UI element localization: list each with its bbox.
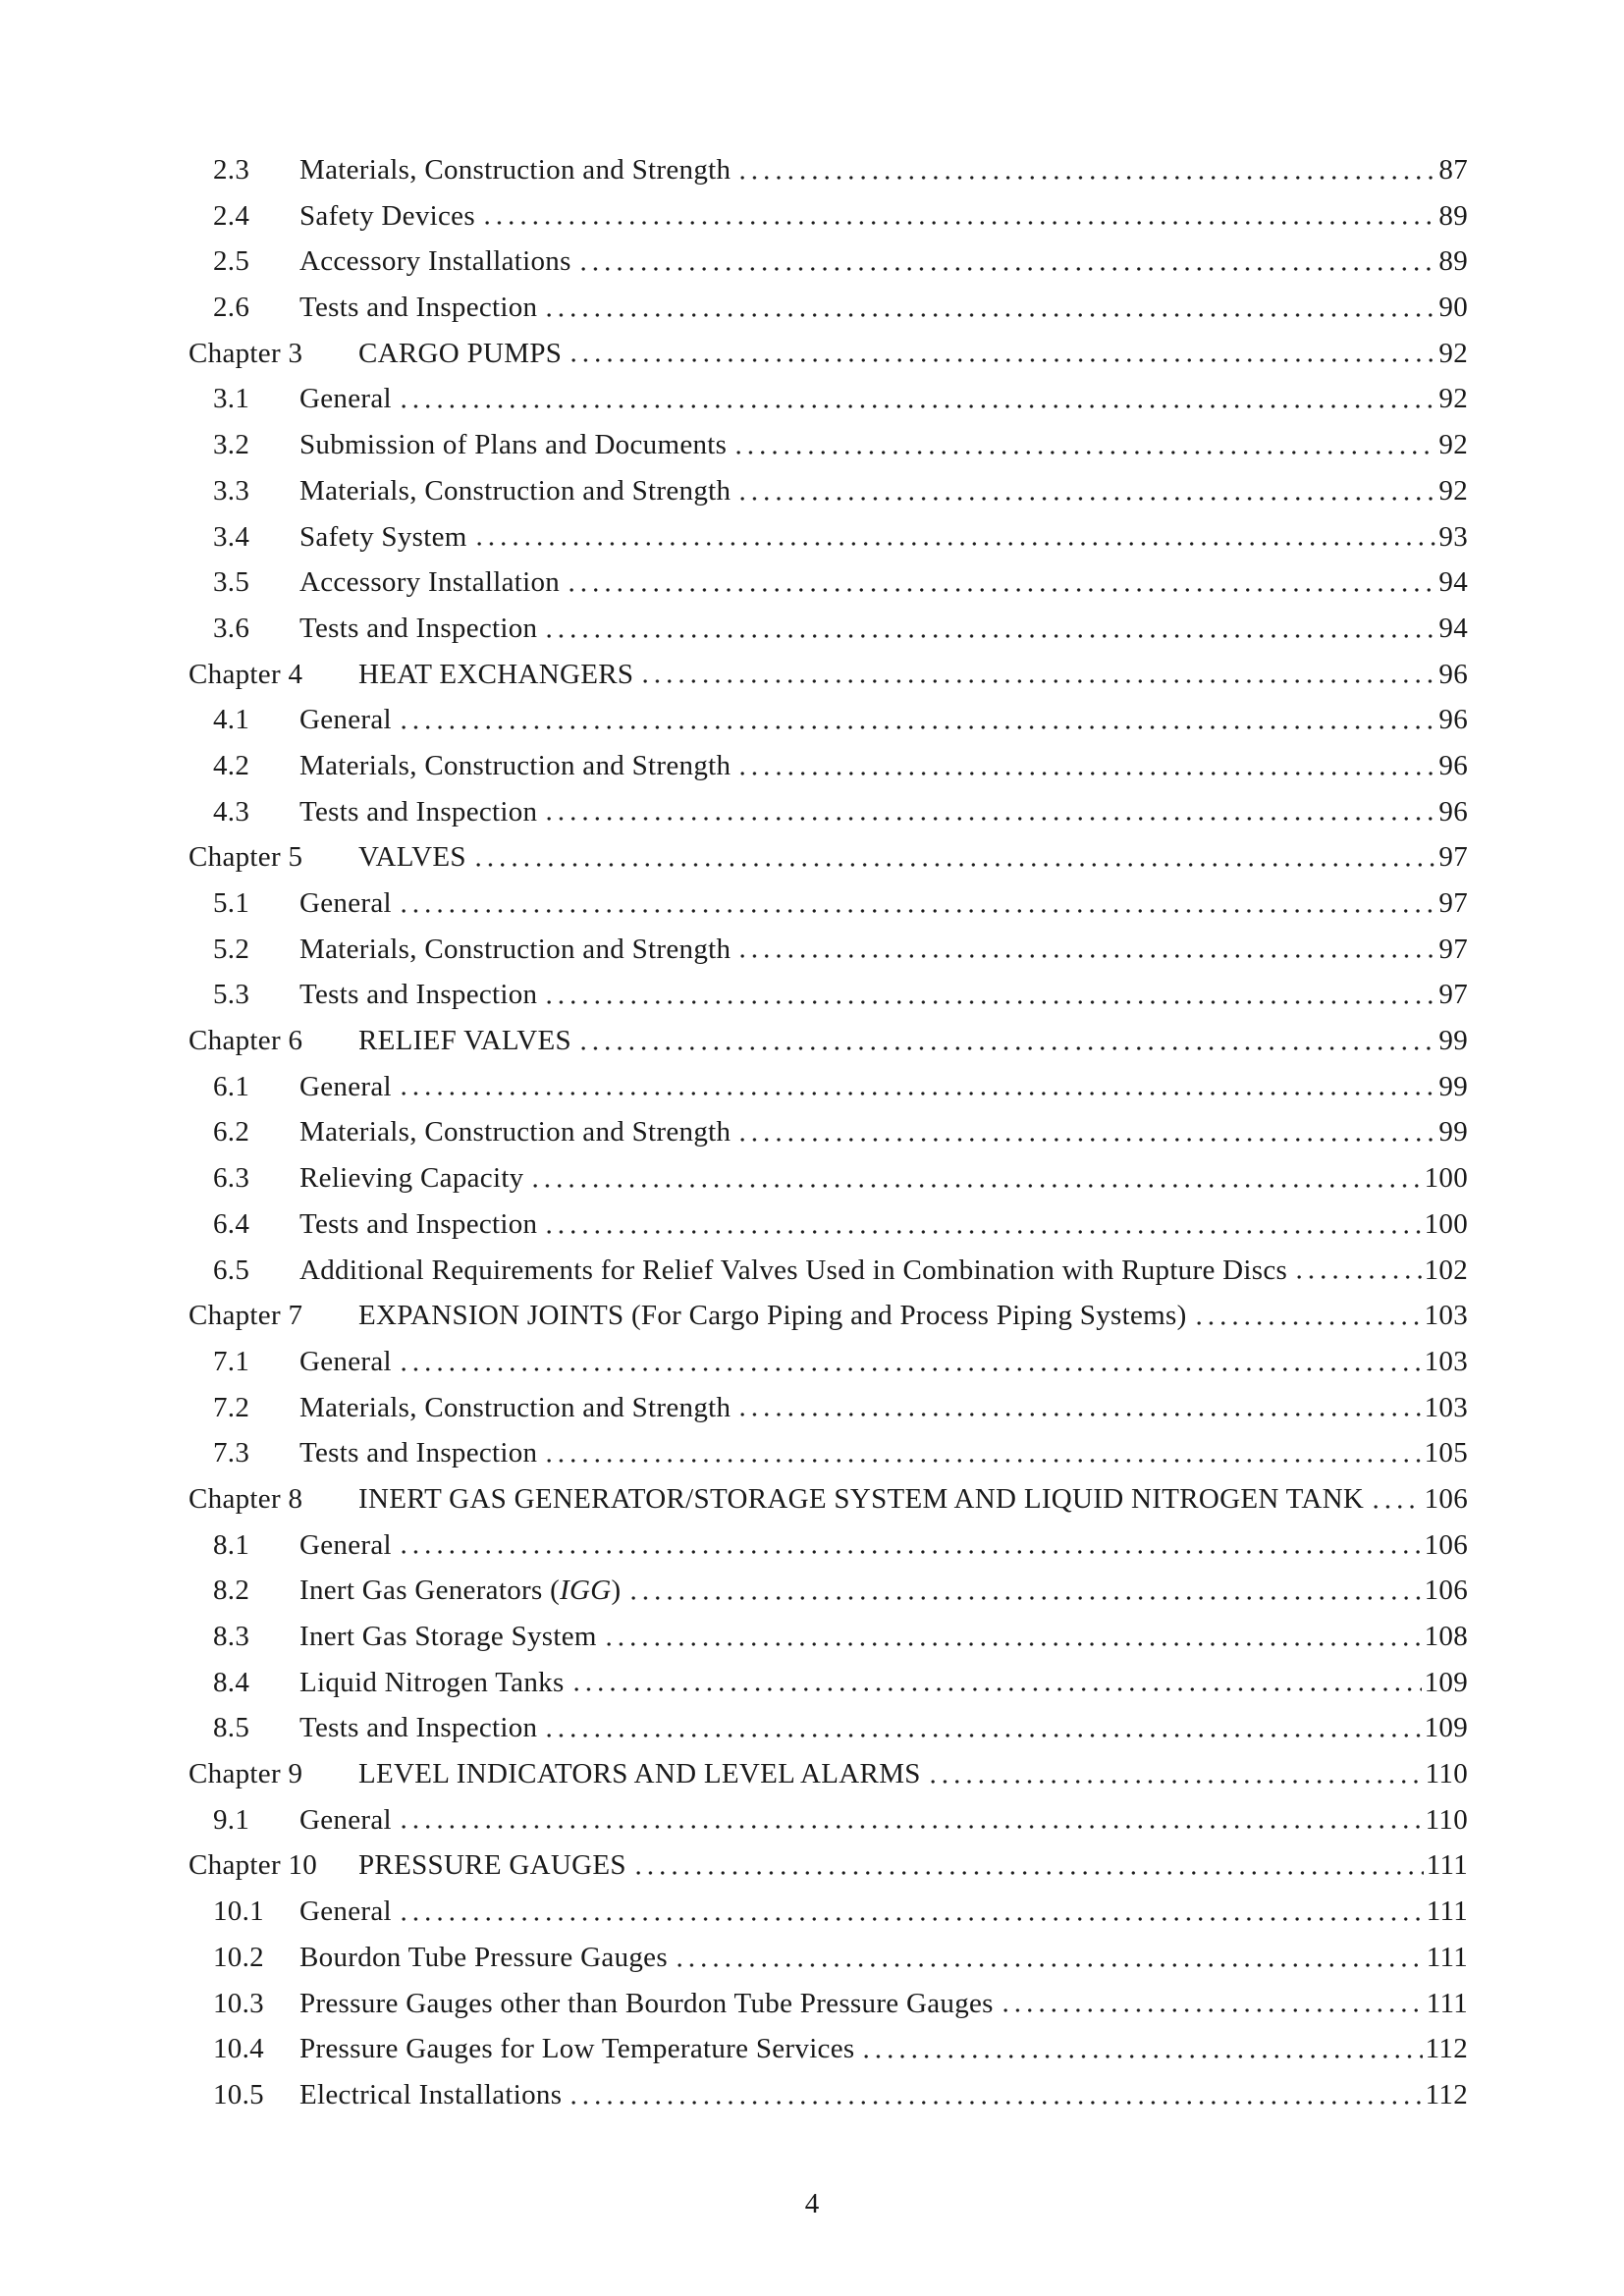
- entry-page-number: 97: [1438, 841, 1468, 874]
- toc-entry: [189, 652, 1468, 698]
- toc-entry: [189, 1842, 1468, 1889]
- entry-page-number: 89: [1438, 199, 1468, 232]
- entry-title: General: [299, 383, 392, 415]
- entry-title: Materials, Construction and Strength: [299, 933, 731, 965]
- entry-title: [299, 1568, 622, 1614]
- dot-leader: [603, 1614, 1422, 1660]
- toc-entry: [189, 1981, 1468, 2027]
- entry-title: Accessory Installation: [299, 566, 561, 599]
- entry-page-number: 111: [1426, 1896, 1468, 1928]
- entry-page-number: 97: [1438, 979, 1468, 1011]
- entry-page-number: 87: [1438, 154, 1468, 186]
- toc-entry: [189, 147, 1468, 193]
- entry-page-number: 99: [1438, 1116, 1468, 1148]
- toc-entry: [189, 743, 1468, 789]
- toc-entry: [189, 1018, 1468, 1064]
- chapter-label: Chapter 10: [189, 1849, 318, 1882]
- toc-entry: [189, 927, 1468, 973]
- entry-page-number: 94: [1438, 566, 1468, 599]
- entry-title: Tests and Inspection: [299, 292, 538, 324]
- toc-entry: [189, 2072, 1468, 2118]
- entry-title: HEAT EXCHANGERS: [358, 658, 634, 690]
- entry-page-number: 92: [1438, 474, 1468, 507]
- section-number: 10.1: [213, 1896, 264, 1928]
- entry-title: Submission of Plans and Documents: [299, 429, 728, 461]
- section-number: 4.3: [213, 795, 250, 828]
- entry-page-number: 99: [1438, 1070, 1468, 1102]
- entry-page-number: 111: [1426, 1987, 1468, 2019]
- dot-leader: [1370, 1476, 1422, 1522]
- dot-leader: [568, 2072, 1422, 2118]
- section-number: 9.1: [213, 1803, 250, 1836]
- entry-page-number: 100: [1424, 1207, 1468, 1240]
- dot-leader: [736, 743, 1435, 789]
- table-of-contents: [189, 147, 1468, 2118]
- dot-leader: [472, 834, 1436, 881]
- entry-title: EXPANSION JOINTS (For Cargo Piping and Process Piping Systems): [358, 1300, 1187, 1332]
- section-number: 5.1: [213, 887, 250, 919]
- dot-leader: [736, 147, 1435, 193]
- toc-entry: [189, 834, 1468, 881]
- toc-entry: [189, 1705, 1468, 1751]
- section-number: 6.2: [213, 1116, 250, 1148]
- chapter-label: Chapter 5: [189, 841, 303, 874]
- toc-entry: [189, 1568, 1468, 1614]
- entry-title-part: ): [611, 1575, 622, 1607]
- toc-entry: [189, 1476, 1468, 1522]
- dot-leader: [398, 1064, 1436, 1110]
- toc-entry: [189, 1522, 1468, 1569]
- toc-entry: [189, 422, 1468, 468]
- section-number: 4.2: [213, 749, 250, 781]
- section-number: 10.4: [213, 2033, 264, 2065]
- entry-title: CARGO PUMPS: [358, 337, 563, 369]
- dot-leader: [577, 239, 1436, 285]
- dot-leader: [736, 1109, 1435, 1155]
- entry-title: RELIEF VALVES: [358, 1025, 571, 1057]
- dot-leader: [398, 1339, 1422, 1385]
- toc-entry: [189, 193, 1468, 240]
- entry-title: Tests and Inspection: [299, 1712, 538, 1744]
- entry-page-number: 92: [1438, 383, 1468, 415]
- entry-page-number: 108: [1424, 1621, 1468, 1652]
- entry-page-number: 109: [1424, 1712, 1468, 1744]
- dot-leader: [543, 1201, 1421, 1248]
- entry-page-number: 112: [1425, 2078, 1468, 2110]
- section-number: 2.3: [213, 154, 250, 186]
- dot-leader: [736, 927, 1435, 973]
- section-number: 8.2: [213, 1575, 250, 1607]
- entry-page-number: 106: [1424, 1528, 1468, 1561]
- toc-entry: [189, 1430, 1468, 1476]
- dot-leader: [860, 2026, 1422, 2072]
- toc-entry: [189, 1660, 1468, 1706]
- dot-leader: [1293, 1248, 1421, 1294]
- dot-leader: [543, 972, 1435, 1018]
- entry-title: Pressure Gauges for Low Temperature Services: [299, 2033, 855, 2065]
- toc-entry: [189, 972, 1468, 1018]
- chapter-label: Chapter 8: [189, 1482, 303, 1515]
- entry-title: Additional Requirements for Relief Valves Used in Combination with Rupture Discs: [299, 1254, 1288, 1286]
- section-number: 4.1: [213, 704, 250, 736]
- entry-page-number: 93: [1438, 520, 1468, 553]
- entry-title: Inert Gas Storage System: [299, 1621, 597, 1652]
- entry-title: Materials, Construction and Strength: [299, 749, 731, 781]
- entry-page-number: 106: [1424, 1575, 1468, 1607]
- entry-page-number: 105: [1424, 1437, 1468, 1469]
- toc-entry: [189, 1248, 1468, 1294]
- entry-page-number: 97: [1438, 933, 1468, 965]
- section-number: 2.5: [213, 245, 250, 278]
- toc-entry: [189, 1155, 1468, 1201]
- entry-page-number: 103: [1424, 1300, 1468, 1332]
- toc-entry: [189, 1385, 1468, 1431]
- toc-entry: [189, 606, 1468, 652]
- entry-page-number: 99: [1438, 1025, 1468, 1057]
- entry-page-number: 111: [1426, 1941, 1468, 1973]
- section-number: 8.4: [213, 1666, 250, 1698]
- toc-entry: [189, 789, 1468, 835]
- entry-title: Accessory Installations: [299, 245, 571, 278]
- section-number: 5.3: [213, 979, 250, 1011]
- entry-page-number: 97: [1438, 887, 1468, 919]
- section-number: 8.3: [213, 1621, 250, 1652]
- entry-page-number: 90: [1438, 292, 1468, 324]
- entry-title: Materials, Construction and Strength: [299, 1391, 731, 1423]
- entry-title: Liquid Nitrogen Tanks: [299, 1666, 565, 1698]
- section-number: 10.3: [213, 1987, 264, 2019]
- toc-entry: [189, 285, 1468, 331]
- entry-title: General: [299, 1803, 392, 1836]
- section-number: 3.5: [213, 566, 250, 599]
- entry-title-part: Inert Gas Generators (: [299, 1575, 561, 1607]
- dot-leader: [632, 1842, 1424, 1889]
- entry-title: PRESSURE GAUGES: [358, 1849, 626, 1882]
- entry-title: General: [299, 887, 392, 919]
- toc-entry: [189, 1751, 1468, 1797]
- dot-leader: [639, 652, 1435, 698]
- entry-title: Tests and Inspection: [299, 1437, 538, 1469]
- section-number: 6.5: [213, 1254, 250, 1286]
- dot-leader: [543, 1705, 1421, 1751]
- entry-page-number: 112: [1425, 2033, 1468, 2065]
- footer-page-number: 4: [804, 2188, 820, 2219]
- entry-title: Tests and Inspection: [299, 795, 538, 828]
- entry-page-number: 110: [1425, 1803, 1468, 1836]
- entry-title: General: [299, 1070, 392, 1102]
- chapter-label: Chapter 3: [189, 337, 303, 369]
- entry-title: Tests and Inspection: [299, 979, 538, 1011]
- entry-page-number: 109: [1424, 1666, 1468, 1698]
- dot-leader: [674, 1935, 1424, 1981]
- section-number: 10.5: [213, 2078, 264, 2110]
- dot-leader: [1193, 1293, 1422, 1339]
- toc-entry: [189, 1935, 1468, 1981]
- toc-entry: [189, 1889, 1468, 1935]
- toc-entry: [189, 468, 1468, 514]
- section-number: 2.4: [213, 199, 250, 232]
- dot-leader: [577, 1018, 1436, 1064]
- toc-entry: [189, 2026, 1468, 2072]
- entry-title: Bourdon Tube Pressure Gauges: [299, 1941, 668, 1973]
- toc-entry: [189, 1293, 1468, 1339]
- toc-entry: [189, 331, 1468, 377]
- entry-title: Pressure Gauges other than Bourdon Tube Pressure Gauges: [299, 1987, 994, 2019]
- entry-title: Safety System: [299, 520, 467, 553]
- toc-entry: [189, 514, 1468, 561]
- entry-title: Tests and Inspection: [299, 1207, 538, 1240]
- dot-leader: [570, 1660, 1422, 1706]
- section-number: 10.2: [213, 1941, 264, 1973]
- section-number: 8.1: [213, 1528, 250, 1561]
- entry-page-number: 103: [1424, 1391, 1468, 1423]
- dot-leader: [736, 468, 1435, 514]
- entry-page-number: 102: [1424, 1254, 1468, 1286]
- toc-entry: [189, 697, 1468, 743]
- entry-title: General: [299, 1345, 392, 1377]
- chapter-label: Chapter 4: [189, 658, 303, 690]
- section-number: 3.4: [213, 520, 250, 553]
- entry-title: General: [299, 704, 392, 736]
- toc-entry: [189, 1064, 1468, 1110]
- dot-leader: [736, 1385, 1421, 1431]
- toc-entry: [189, 881, 1468, 927]
- toc-entry: [189, 1339, 1468, 1385]
- toc-entry: [189, 1614, 1468, 1660]
- section-number: 2.6: [213, 292, 250, 324]
- dot-leader: [481, 193, 1435, 240]
- chapter-label: Chapter 7: [189, 1300, 303, 1332]
- section-number: 7.1: [213, 1345, 250, 1377]
- section-number: 3.1: [213, 383, 250, 415]
- section-number: 6.1: [213, 1070, 250, 1102]
- section-number: 6.3: [213, 1162, 250, 1195]
- dot-leader: [568, 331, 1435, 377]
- entry-title: General: [299, 1896, 392, 1928]
- section-number: 8.5: [213, 1712, 250, 1744]
- dot-leader: [529, 1155, 1421, 1201]
- toc-entry: [189, 560, 1468, 606]
- dot-leader: [398, 1522, 1422, 1569]
- dot-leader: [732, 422, 1435, 468]
- entry-page-number: 96: [1438, 795, 1468, 828]
- dot-leader: [543, 285, 1435, 331]
- dot-leader: [627, 1568, 1422, 1614]
- entry-title: INERT GAS GENERATOR/STORAGE SYSTEM AND LIQUID NITROGEN TANK: [358, 1482, 1365, 1515]
- dot-leader: [398, 881, 1436, 927]
- entry-page-number: 94: [1438, 612, 1468, 644]
- entry-page-number: 103: [1424, 1345, 1468, 1377]
- toc-entry: [189, 1201, 1468, 1248]
- section-number: 6.4: [213, 1207, 250, 1240]
- dot-leader: [473, 514, 1436, 561]
- toc-entry: [189, 1109, 1468, 1155]
- entry-title: Materials, Construction and Strength: [299, 154, 731, 186]
- entry-title: Materials, Construction and Strength: [299, 1116, 731, 1148]
- entry-title: General: [299, 1528, 392, 1561]
- section-number: 7.3: [213, 1437, 250, 1469]
- entry-page-number: 96: [1438, 704, 1468, 736]
- dot-leader: [398, 697, 1436, 743]
- entry-title-italic-part: IGG: [560, 1575, 612, 1607]
- entry-page-number: 89: [1438, 245, 1468, 278]
- entry-page-number: 111: [1426, 1849, 1468, 1882]
- section-number: 3.6: [213, 612, 250, 644]
- entry-page-number: 96: [1438, 749, 1468, 781]
- entry-page-number: 92: [1438, 337, 1468, 369]
- dot-leader: [543, 606, 1435, 652]
- chapter-label: Chapter 9: [189, 1758, 303, 1790]
- entry-page-number: 96: [1438, 658, 1468, 690]
- dot-leader: [398, 1797, 1423, 1843]
- entry-page-number: 106: [1424, 1482, 1468, 1515]
- dot-leader: [543, 1430, 1421, 1476]
- entry-page-number: 110: [1425, 1758, 1468, 1790]
- toc-entry: [189, 1797, 1468, 1843]
- chapter-label: Chapter 6: [189, 1025, 303, 1057]
- entry-title: LEVEL INDICATORS AND LEVEL ALARMS: [358, 1758, 921, 1790]
- section-number: 3.2: [213, 429, 250, 461]
- toc-entry: [189, 376, 1468, 422]
- dot-leader: [566, 560, 1435, 606]
- dot-leader: [1000, 1981, 1424, 2027]
- entry-page-number: 92: [1438, 429, 1468, 461]
- entry-page-number: 100: [1424, 1162, 1468, 1195]
- entry-title: Materials, Construction and Strength: [299, 474, 731, 507]
- entry-title: Tests and Inspection: [299, 612, 538, 644]
- dot-leader: [543, 789, 1435, 835]
- section-number: 5.2: [213, 933, 250, 965]
- entry-title: Electrical Installations: [299, 2078, 563, 2110]
- section-number: 3.3: [213, 474, 250, 507]
- section-number: 7.2: [213, 1391, 250, 1423]
- entry-title: Safety Devices: [299, 199, 475, 232]
- toc-entry: [189, 239, 1468, 285]
- dot-leader: [927, 1751, 1423, 1797]
- dot-leader: [398, 1889, 1424, 1935]
- dot-leader: [398, 376, 1436, 422]
- entry-title: VALVES: [358, 841, 466, 874]
- entry-title: Relieving Capacity: [299, 1162, 524, 1195]
